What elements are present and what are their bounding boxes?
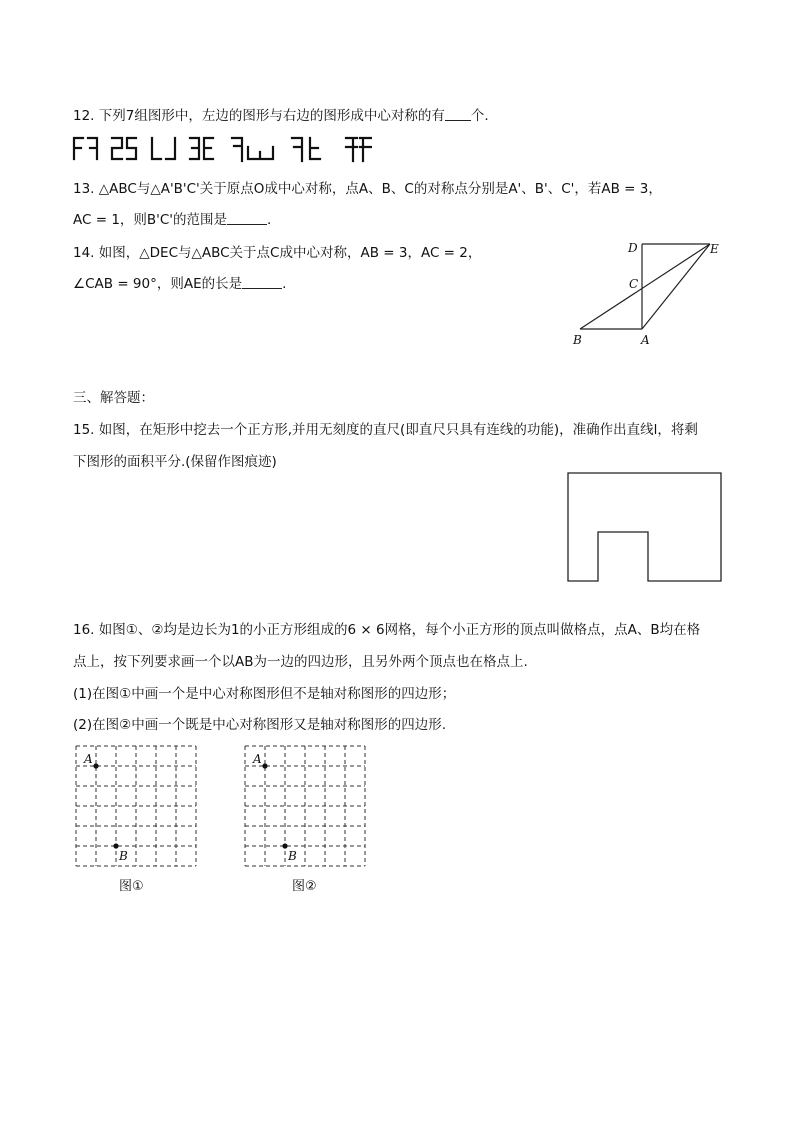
q16-fig2-caption: 图② xyxy=(292,879,317,894)
q14-segment-be xyxy=(580,244,710,329)
q16-grid2-label-a: A xyxy=(253,752,262,766)
q16-grid2-point-a xyxy=(262,763,267,768)
q16-grid1-label-b: B xyxy=(119,849,128,863)
q16-fig1-caption: 图① xyxy=(119,879,144,894)
q16-grid1-label-a: A xyxy=(84,752,93,766)
q14-figure xyxy=(560,232,730,350)
q12-figure-pairs xyxy=(72,135,372,163)
q16-grid-1 xyxy=(72,742,200,870)
q12-pair6-left xyxy=(292,138,302,161)
q12-pair5-left xyxy=(232,138,242,161)
q13-line1: 13. △ABC与△A'B'C'关于原点O成中心对称，点A、B、C的对称点分别是A'、B'、C'，若AB = 3， xyxy=(73,181,662,197)
q12-pair7-right xyxy=(360,138,371,161)
q14-line2-pre: ∠CAB = 90°，则AE的长是 xyxy=(73,276,243,292)
q12-pair5-right xyxy=(248,147,273,159)
q14-segment-ae xyxy=(642,244,710,329)
q14-label-b: B xyxy=(573,333,582,347)
q12-pair4-right xyxy=(204,138,213,159)
q12-pair7-left xyxy=(346,138,357,161)
q15-figure xyxy=(560,466,730,590)
q16-line1: 16. 如图①、②均是边长为1的小正方形组成的6 × 6网格，每个小正方形的顶点叫做格点，点A、B均在格 xyxy=(73,622,701,638)
q14-line2-post: . xyxy=(282,276,287,292)
q12-pair6-right xyxy=(310,138,320,159)
q15-line1: 15. 如图，在矩形中挖去一个正方形,并用无刻度的直尺(即直尺只具有连线的功能)，准确作出直线l，将剩 xyxy=(73,422,698,438)
q14-line1: 14. 如图，△DEC与△ABC关于点C成中心对称，AB = 3，AC = 2， xyxy=(73,245,482,261)
q15-rectangle-with-notch xyxy=(568,473,721,581)
section3-title: 三、解答题： xyxy=(73,390,154,406)
q16-grid-2 xyxy=(241,742,369,870)
q14-line2 xyxy=(73,272,286,292)
q16-line4: (2)在图②中画一个既是中心对称图形又是轴对称图形的四边形. xyxy=(73,717,447,733)
q14-label-d: D xyxy=(628,241,638,255)
q14-label-a: A xyxy=(641,333,650,347)
q12-pair1-right xyxy=(88,138,97,159)
q12-text-post: 个. xyxy=(470,108,489,124)
q12-pair1-left xyxy=(74,138,83,159)
q14-label-c: C xyxy=(629,277,639,291)
q15-line2: 下图形的面积平分.(保留作图痕迹) xyxy=(73,454,277,470)
q12-pair4-left xyxy=(190,138,199,159)
q13-line2 xyxy=(73,208,271,228)
q13-answer-blank xyxy=(227,212,267,225)
q12-text xyxy=(73,104,489,124)
q14-label-e: E xyxy=(710,242,719,256)
q13-line2-post: . xyxy=(267,212,272,228)
q16-grid1-point-b xyxy=(113,843,118,848)
q12-pair3-right xyxy=(166,138,175,159)
q16-line2: 点上，按下列要求画一个以AB为一边的四边形，且另外两个顶点也在格点上. xyxy=(73,654,528,670)
q12-pair3-left xyxy=(152,138,161,159)
q16-line3: (1)在图①中画一个是中心对称图形但不是轴对称图形的四边形； xyxy=(73,686,456,702)
q16-grid2-point-b xyxy=(282,843,287,848)
q13-line2-pre: AC = 1，则B'C'的范围是 xyxy=(73,212,228,228)
q14-answer-blank xyxy=(242,276,282,289)
q12-pair2-right xyxy=(127,138,136,159)
q16-grid2-label-b: B xyxy=(288,849,297,863)
q12-text-pre: 12. 下列7组图形中，左边的图形与右边的图形成中心对称的有 xyxy=(73,108,445,124)
q16-grid1-point-a xyxy=(93,763,98,768)
q12-pair2-left xyxy=(112,138,122,159)
q12-answer-blank xyxy=(445,108,471,121)
